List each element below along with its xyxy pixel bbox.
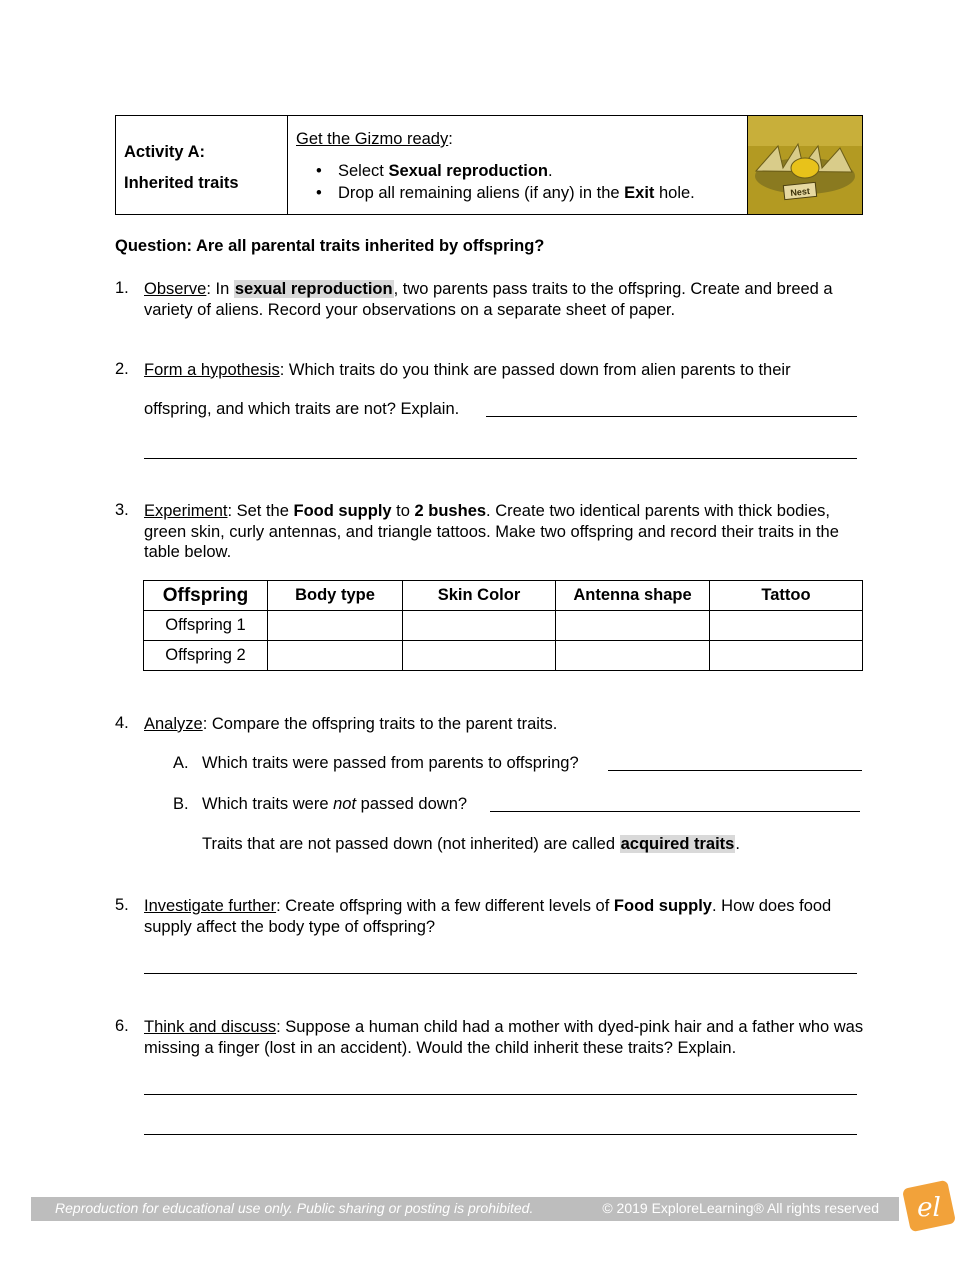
table-header-row: [144, 581, 863, 611]
q2-number: 2.: [115, 360, 129, 378]
q4-number: 4.: [115, 714, 129, 732]
row-label: Offspring 2: [144, 641, 268, 671]
acquired-traits-note: Traits that are not passed down (not inherited) are called acquired traits.: [202, 835, 740, 853]
footer-copyright: © 2019 ExploreLearning® All rights reserved: [602, 1200, 879, 1216]
gizmo-ready-cell: [288, 116, 748, 214]
q6-text: Think and discuss: Suppose a human child had a mother with dyed-pink hair and a father who was missing a finger (lost in an accident). Would the child inherit these traits? Explain.: [144, 1018, 864, 1057]
table-cell[interactable]: [710, 641, 863, 671]
table-row: [144, 641, 863, 671]
table-cell[interactable]: [268, 641, 403, 671]
explorelearning-logo-icon: [902, 1178, 958, 1234]
gizmo-nest-image: [748, 116, 862, 214]
q6-number: 6.: [115, 1017, 129, 1035]
answer-line[interactable]: [144, 458, 857, 459]
logo-text: el: [917, 1193, 941, 1223]
table-cell[interactable]: [403, 641, 556, 671]
nest-sign-label: Nest: [789, 186, 811, 198]
table-cell[interactable]: [403, 611, 556, 641]
q4a-text: Which traits were passed from parents to offspring?: [202, 754, 579, 772]
q5-number: 5.: [115, 896, 129, 914]
q4b-text: Which traits were not passed down?: [202, 795, 468, 813]
answer-line[interactable]: [144, 973, 857, 974]
q2-text-line1: Form a hypothesis: Which traits do you think are passed down from alien parents to their: [144, 361, 791, 379]
table-cell[interactable]: [268, 611, 403, 641]
activity-header-table: [115, 115, 863, 215]
answer-line[interactable]: [486, 416, 857, 417]
column-header: Tattoo: [710, 581, 863, 611]
activity-title-cell: [116, 116, 288, 214]
q4-text: Analyze: Compare the offspring traits to the parent traits.: [144, 715, 558, 733]
footer-bar: [31, 1197, 899, 1221]
column-header: Body type: [268, 581, 403, 611]
answer-line[interactable]: [490, 811, 860, 812]
table-cell[interactable]: [556, 641, 710, 671]
gizmo-ready-heading: Get the Gizmo ready:: [296, 130, 453, 148]
q4b-letter: B.: [173, 795, 189, 813]
column-header: Antenna shape: [556, 581, 710, 611]
column-header: Offspring: [144, 581, 268, 611]
activity-name: Inherited traits: [124, 174, 239, 192]
table-row: [144, 611, 863, 641]
list-item: • Select Sexual reproduction.: [312, 160, 695, 182]
gizmo-ready-list: [312, 160, 695, 204]
row-label: Offspring 1: [144, 611, 268, 641]
column-header: Skin Color: [403, 581, 556, 611]
q4a-letter: A.: [173, 754, 189, 772]
offspring-traits-table: [143, 580, 863, 671]
q3-text: Experiment: Set the Food supply to 2 bushes. Create two identical parents with thick bodies, green skin, curly antennas, and triangle tattoos. Make two offspring and record their traits in the table below.: [144, 502, 839, 561]
q1-text: Observe: In sexual reproduction, two parents pass traits to the offspring. Create and breed a variety of aliens. Record your observations on a separate sheet of paper.: [144, 280, 833, 319]
q1-number: 1.: [115, 279, 129, 297]
q3-number: 3.: [115, 501, 129, 519]
table-cell[interactable]: [710, 611, 863, 641]
q5-text: Investigate further: Create offspring with a few different levels of Food supply. How does food supply affect the body type of offspring?: [144, 897, 832, 936]
q2-text-line2: offspring, and which traits are not? Explain.: [144, 400, 460, 418]
answer-line[interactable]: [144, 1094, 857, 1095]
footer-disclaimer: Reproduction for educational use only. Public sharing or posting is prohibited.: [55, 1200, 534, 1216]
answer-line[interactable]: [608, 770, 862, 771]
main-question: Question: Are all parental traits inherited by offspring?: [115, 237, 545, 255]
answer-line[interactable]: [144, 1134, 857, 1135]
table-cell[interactable]: [556, 611, 710, 641]
list-item: • Drop all remaining aliens (if any) in the Exit hole.: [312, 182, 695, 204]
activity-label: Activity A:: [124, 143, 205, 161]
